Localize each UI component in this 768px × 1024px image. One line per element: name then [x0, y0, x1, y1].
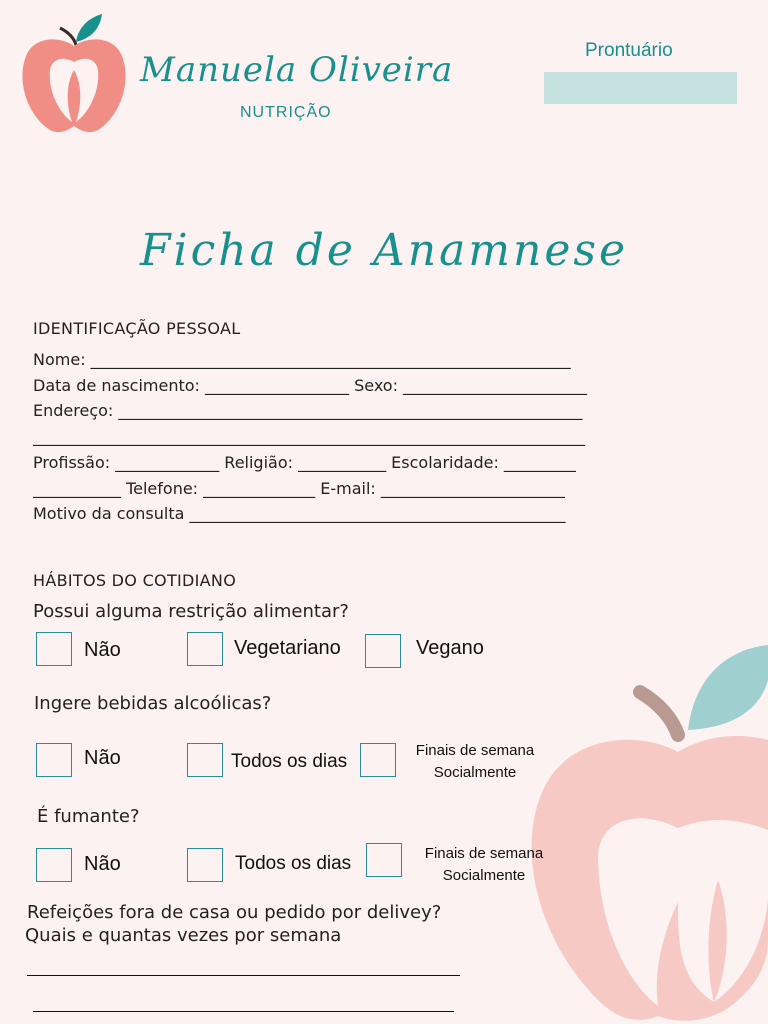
- option-label-alcohol-daily: Todos os dias: [231, 751, 348, 772]
- logo-apple-body: [22, 39, 125, 132]
- field-address[interactable]: Endereço: __________________________________________________________: [33, 401, 583, 420]
- page-title: Ficha de Anamnese: [139, 225, 629, 276]
- option-label-smoker-weekends-line2: Socialmente: [442, 867, 526, 884]
- checkbox-smoker-weekends[interactable]: [366, 843, 402, 877]
- logo-leaf: [76, 14, 102, 42]
- decor-apple-body: [532, 736, 768, 1021]
- option-label-alcohol-no: Não: [84, 747, 121, 769]
- field-address-cont[interactable]: _____________________________________________________________________: [33, 427, 585, 446]
- field-consult-reason[interactable]: Motivo da consulta _______________________________________________: [33, 504, 566, 523]
- field-profession-religion-education[interactable]: Profissão: _____________ Religião: ___________ Escolaridade: _________: [33, 453, 576, 472]
- checkbox-smoker-daily[interactable]: [187, 848, 223, 882]
- option-label-smoker-weekends: [414, 843, 554, 887]
- question-alcohol: Ingere bebidas alcoólicas?: [34, 693, 272, 714]
- field-phone-email[interactable]: ___________ Telefone: ______________ E-mail: _______________________: [33, 479, 565, 498]
- option-label-no: Não: [84, 639, 121, 661]
- question-smoker: É fumante?: [37, 806, 140, 827]
- field-birthdate-sex[interactable]: Data de nascimento: __________________ Sexo: _______________________: [33, 376, 588, 395]
- option-label-alcohol-weekends-line2: Socialmente: [433, 764, 517, 781]
- brand-name: Manuela Oliveira: [140, 50, 454, 90]
- option-label-vegetarian: Vegetariano: [234, 637, 341, 659]
- option-label-smoker-weekends-line1: Finais de semana: [424, 845, 544, 862]
- decorative-apple-icon: [528, 640, 768, 1024]
- checkbox-smoker-no[interactable]: [36, 848, 72, 882]
- field-name[interactable]: Nome: ____________________________________________________________: [33, 350, 571, 369]
- question-eating-out: Refeições fora de casa ou pedido por delivey?: [27, 902, 442, 923]
- checkbox-alcohol-daily[interactable]: [187, 743, 223, 777]
- answer-line-2[interactable]: [33, 1011, 454, 1012]
- decor-stem: [640, 692, 678, 735]
- option-label-smoker-no: Não: [84, 853, 121, 875]
- record-label: Prontuário: [585, 40, 673, 61]
- section-heading-identification: IDENTIFICAÇÃO PESSOAL: [33, 319, 241, 338]
- section-heading-habits: HÁBITOS DO COTIDIANO: [33, 571, 237, 590]
- checkbox-restriction-no[interactable]: [36, 632, 72, 666]
- checkbox-vegetarian[interactable]: [187, 632, 223, 666]
- answer-line-1[interactable]: [27, 975, 460, 976]
- checkbox-alcohol-weekends[interactable]: [360, 743, 396, 777]
- record-number-field[interactable]: [544, 72, 737, 104]
- question-food-restriction: Possui alguma restrição alimentar?: [33, 601, 349, 622]
- option-label-vegan: Vegano: [416, 637, 484, 659]
- checkbox-alcohol-no[interactable]: [36, 743, 72, 777]
- question-eating-out-frequency: Quais e quantas vezes por semana: [25, 925, 342, 946]
- option-label-alcohol-weekends-line1: Finais de semana: [415, 742, 535, 759]
- checkbox-vegan[interactable]: [365, 634, 401, 668]
- decor-leaf: [688, 645, 768, 730]
- option-label-smoker-daily: Todos os dias: [235, 853, 352, 874]
- brand-subtitle: NUTRIÇÃO: [240, 104, 332, 121]
- apple-logo-icon: [20, 12, 128, 134]
- option-label-alcohol-weekends: [405, 740, 545, 784]
